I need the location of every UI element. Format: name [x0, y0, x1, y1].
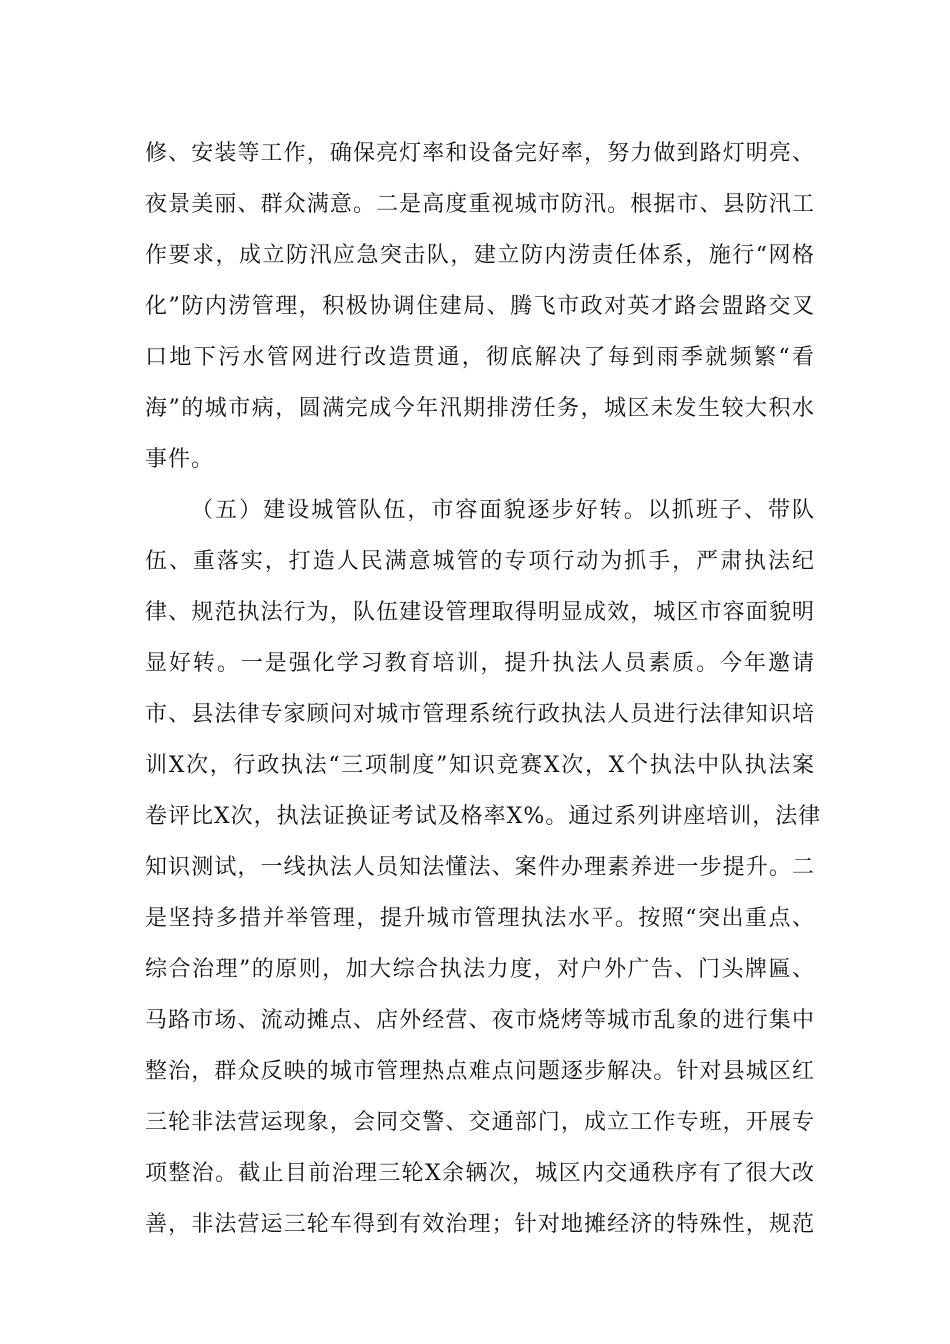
text-line: 善，非法营运三轮车得到有效治理；针对地摊经济的特殊性，规范: [145, 1212, 815, 1237]
text-line: 显好转。一是强化学习教育培训，提升执法人员素质。今年邀请: [145, 651, 815, 676]
text-line: 马路市场、流动摊点、店外经营、夜市烧烤等城市乱象的进行集中: [145, 1008, 815, 1033]
text-line: 口地下污水管网进行改造贯通，彻底解决了每到雨季就频繁“看: [145, 345, 815, 370]
paragraph-five: [145, 485, 822, 1250]
text-line: 综合治理”的原则，加大综合执法力度，对户外广告、门头牌匾、: [145, 957, 815, 982]
text-line: 是坚持多措并举管理，提升城市管理执法水平。按照“突出重点、: [145, 906, 815, 931]
text-line: 市、县法律专家顾问对城市管理系统行政执法人员进行法律知识培: [145, 702, 815, 727]
text-line: 知识测试，一线执法人员知法懂法、案件办理素养进一步提升。二: [145, 855, 815, 880]
text-line: 伍、重落实，打造人民满意城管的专项行动为抓手，严肃执法纪: [145, 549, 815, 574]
text-line: 整治，群众反映的城市管理热点难点问题逐步解决。针对县城区红: [145, 1059, 815, 1084]
text-line: 作要求，成立防汛应急突击队，建立防内涝责任体系，施行“网格: [145, 243, 815, 268]
text-line: 律、规范执法行为，队伍建设管理取得明显成效，城区市容面貌明: [145, 600, 815, 625]
text-line: 项整治。截止目前治理三轮X余辆次，城区内交通秩序有了很大改: [145, 1161, 815, 1186]
text-line: 三轮非法营运现象，会同交警、交通部门，成立工作专班，开展专: [145, 1110, 815, 1135]
text-line: 海”的城市病，圆满完成今年汛期排涝任务，城区未发生较大积水: [145, 396, 815, 421]
text-line: 化”防内涝管理，积极协调住建局、腾飞市政对英才路会盟路交叉: [145, 294, 815, 319]
paragraph-top: [145, 128, 815, 485]
paragraph-heading-line: （五）建设城管队伍，市容面貌逐步好转。以抓班子、带队: [191, 498, 815, 523]
text-line: 修、安装等工作，确保亮灯率和设备完好率，努力做到路灯明亮、: [145, 141, 815, 166]
text-line: 事件。: [145, 447, 215, 472]
text-line: 训X次，行政执法“三项制度”知识竞赛X次，X个执法中队执法案: [145, 753, 815, 778]
text-line: 夜景美丽、群众满意。二是高度重视城市防汛。根据市、县防汛工: [145, 192, 815, 217]
text-line: 卷评比X次，执法证换证考试及格率X%。通过系列讲座培训，法律: [145, 804, 822, 829]
